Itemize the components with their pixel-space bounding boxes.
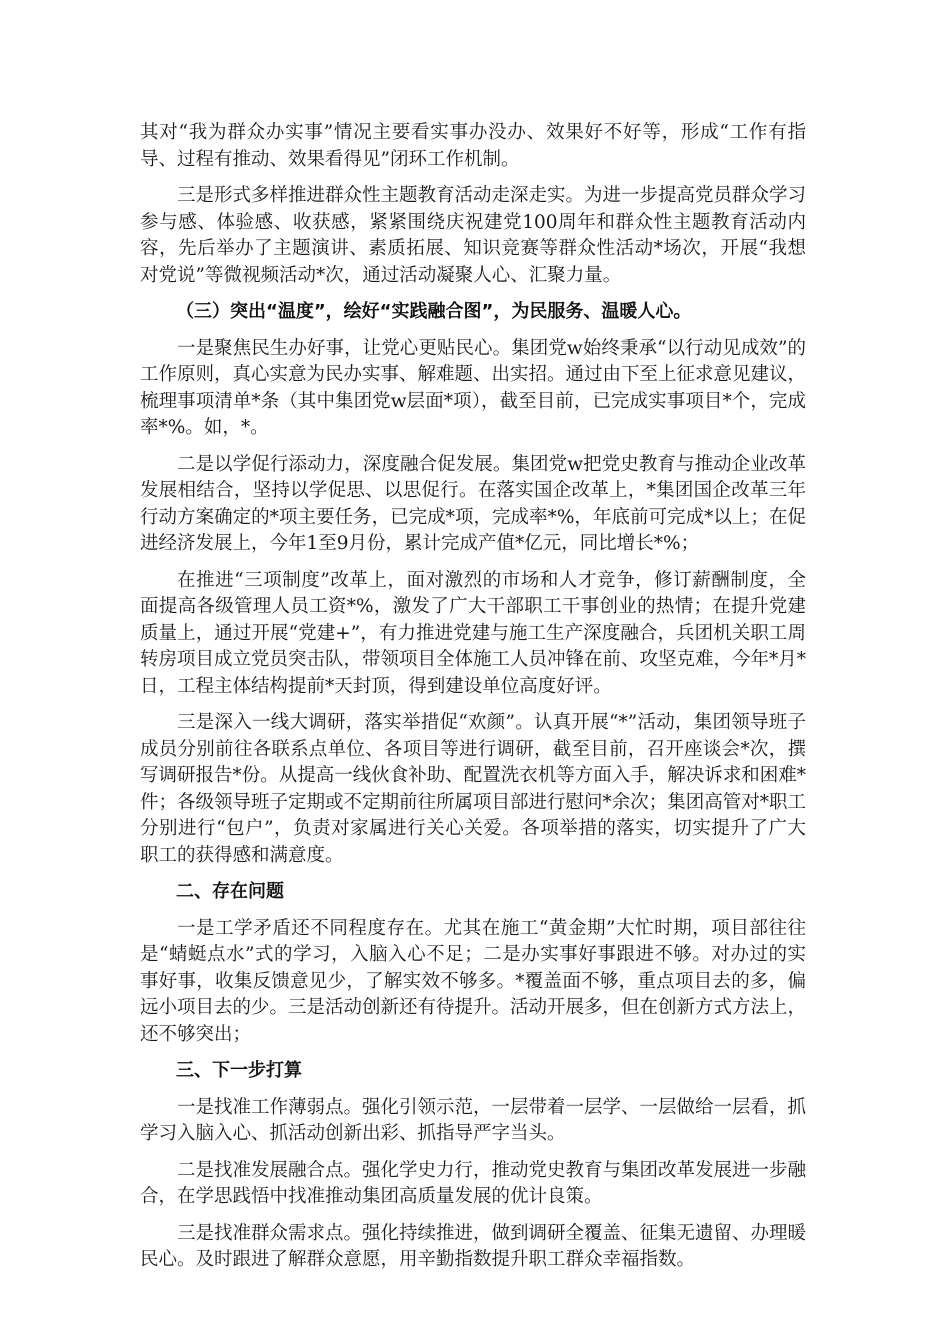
paragraph-integration: 二是找准发展融合点。强化学史力行，推动党史教育与集团改革发展进一步融合，在学思践悟中找准推动集团高质量发展的优计良策。 — [140, 1159, 807, 1207]
section-heading-next-steps: 三、下一步打算 — [176, 1060, 302, 1081]
section-heading-problems: 二、存在问题 — [176, 881, 284, 902]
paragraph-weak-points: 一是找准工作薄弱点。强化引领示范，一层带着一层学、一层做给一层看，抓学习入脑入心、抓活动创新出彩、抓指导严字当头。 — [140, 1096, 807, 1144]
document-body — [140, 120, 806, 1284]
paragraph-needs: 三是找准群众需求点。强化持续推进，做到调研全覆盖、征集无遗留、办理暖民心。及时跟进了解群众意愿，用辛勤指数提升职工群众幸福指数。 — [140, 1222, 807, 1270]
paragraph-development: 二是以学促行添动力，深度融合促发展。集团党w把党史教育与推动企业改革发展相结合，坚持以学促思、以思促行。在落实国企改革上，*集团国企改革三年行动方案确定的*项主要任务，已完成*项，完成率*%，年底前可完成*以上；在促进经济发展上，今年1至9月份，累计完成产值*亿元，同比增长*%； — [140, 453, 806, 554]
paragraph-problems: 一是工学矛盾还不同程度存在。尤其在施工“黄金期”大忙时期，项目部往往是“蜻蜓点水”式的学习，入脑入心不足；二是办实事好事跟进不够。对办过的实事好事，收集反馈意见少，了解实效不够多。*覆盖面不够，重点项目去的多，偏远小项目去的少。三是活动创新还有待提升。活动开展多，但在创新方式方法上，还不够突出； — [140, 917, 807, 1045]
subheading-warmth: （三）突出“温度”，绘好“实践融合图”，为民服务、温暖人心。 — [176, 301, 692, 322]
paragraph-activities: 三是形式多样推进群众性主题教育活动走深走实。为进一步提高党员群众学习参与感、体验感、收获感，紧紧围绕庆祝建党100周年和群众性主题教育活动内容，先后举办了主题演讲、素质拓展、知识竞赛等群众性活动*场次，开展“我想对党说”等微视频活动*次，通过活动凝聚人心、汇聚力量。 — [140, 185, 807, 286]
paragraph-reform: 在推进“三项制度”改革上，面对激烈的市场和人才竞争，修订薪酬制度，全面提高各级管理人员工资*%，激发了广大干部职工干事创业的热情；在提升党建质量上，通过开展“党建+”，有力推进党建与施工生产深度融合，兵团机关职工周转房项目成立党员突击队，带领项目全体施工人员冲锋在前、攻坚克难，今年*月*日，工程主体结构提前*天封顶，得到建设单位高度好评。 — [140, 569, 807, 697]
paragraph-mechanism: 其对“我为群众办实事”情况主要看实事办没办、效果好不好等，形成“工作有指导、过程有推动、效果看得见”闭环工作机制。 — [140, 122, 806, 170]
paragraph-research: 三是深入一线大调研，落实举措促“欢颜”。认真开展“*”活动，集团领导班子成员分别前往各联系点单位、各项目等进行调研，截至目前，召开座谈会*次，撰写调研报告*份。从提高一线伙食补助、配置洗衣机等方面入手，解决诉求和困难*件；各级领导班子定期或不定期前往所属项目部进行慰问*余次；集团高管对*职工分别进行“包户”，负责对家属进行关心关爱。各项举措的落实，切实提升了广大职工的获得感和满意度。 — [140, 712, 807, 866]
paragraph-livelihood: 一是聚焦民生办好事，让党心更贴民心。集团党w始终秉承“以行动见成效”的工作原则，真心实意为民办实事、解难题、出实招。通过由下至上征求意见建议，梳理事项清单*条（其中集团党w层面*项），截至目前，已完成实事项目*个，完成率*%。如，*。 — [140, 337, 807, 438]
